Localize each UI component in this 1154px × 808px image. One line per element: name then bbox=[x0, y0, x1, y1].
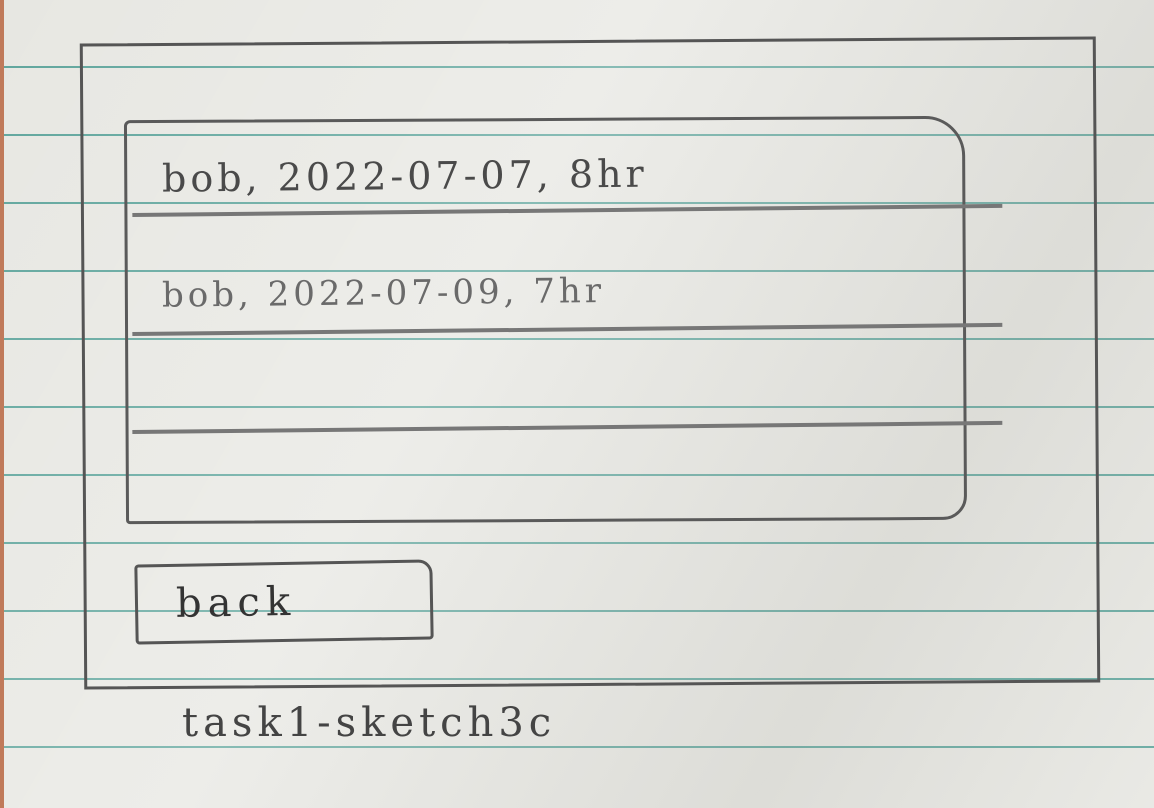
list-item[interactable] bbox=[132, 351, 1003, 434]
sketch-caption: task1-sketch3c bbox=[182, 700, 557, 746]
list-item-text: bob, 2022-07-07, 8hr bbox=[161, 151, 648, 201]
list-item-text: bob, 2022-07-09, 7hr bbox=[161, 271, 606, 316]
list-item[interactable] bbox=[132, 134, 1003, 217]
notebook-margin-line bbox=[0, 0, 4, 808]
back-button[interactable] bbox=[134, 559, 433, 644]
list-item[interactable] bbox=[132, 253, 1003, 336]
back-button-label: back bbox=[175, 578, 297, 627]
